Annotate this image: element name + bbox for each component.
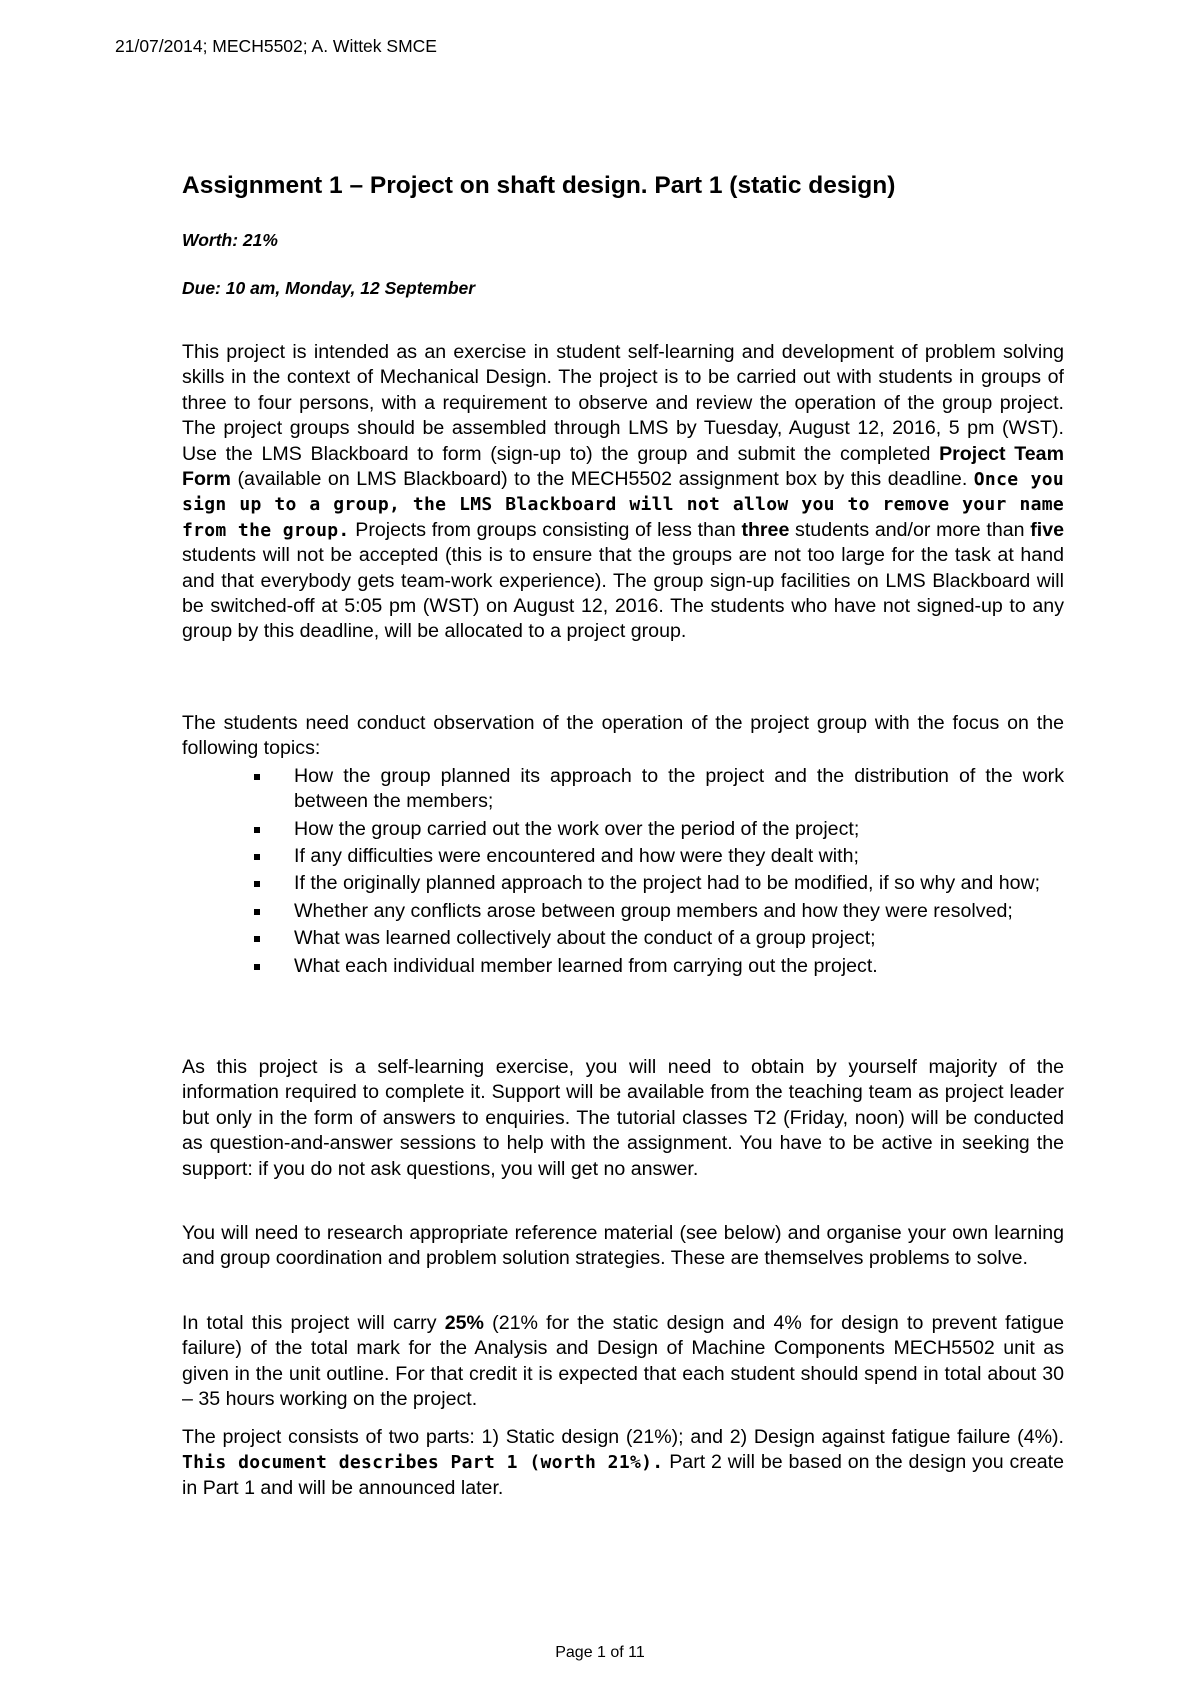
page-number: Page 1 of 11: [555, 1644, 645, 1661]
paragraph-research: [182, 1221, 1064, 1272]
sign-up-warning: Once you sign up to a group, the LMS Blackboard will not allow you to remove your name from the group.: [182, 469, 1064, 541]
worth-line: Worth: 21%: [182, 230, 278, 250]
list-item: [294, 954, 1064, 979]
list-item-text: How the group planned its approach to the project and the distribution of the work between the members;: [294, 764, 1064, 813]
list-item: [294, 871, 1064, 896]
list-item-text: If the originally planned approach to the project had to be modified, if so why and how;: [294, 872, 1041, 895]
five-bold: five: [1030, 518, 1064, 541]
para3-text: As this project is a self-learning exercise, you will need to obtain by yourself majority of the information required to complete it. Support will be available from the teaching team as project leader but only in the form of answers to enquiries. The tutorial classes T2 (Friday, noon) will be conducted as question-and-answer sessions to help with the assignment. You have to be active in seeking the support: if you do not ask questions, you will get no answer.: [182, 1056, 1064, 1180]
para6-text-c: Part 2 will be based on the design you create in Part 1 and will be announced later.: [182, 1451, 1064, 1499]
list-item-text: What was learned collectively about the conduct of a group project;: [294, 927, 876, 950]
paragraph-self-learning: [182, 1055, 1064, 1182]
para4-text: You will need to research appropriate reference material (see below) and organise your own learning and group coordination and problem solution strategies. These are themselves problems to solve.: [182, 1222, 1064, 1270]
bullet-icon: [254, 936, 260, 942]
bullet-icon: [254, 854, 260, 860]
list-item-text: Whether any conflicts arose between group members and how they were resolved;: [294, 899, 1013, 922]
list-item: [294, 817, 1064, 842]
three-bold: three: [741, 518, 790, 541]
list-item-text: What each individual member learned from carrying out the project.: [294, 954, 878, 977]
para1-text-i: students will not be accepted (this is to ensure that the groups are not too large for the task at hand and that everybody gets team-work experience). The group sign-up facilities on LMS Blackboard will be switched-off at 5:05 pm (WST) on August 12, 2016. The students who have not signed-up to any group by this deadline, will be allocated to a project group.: [182, 544, 1064, 643]
part1-description-bold: This document describes Part 1 (worth 21%).: [182, 1452, 664, 1474]
bullet-icon: [254, 827, 260, 833]
paragraph-parts: [182, 1425, 1064, 1501]
para5-text-c: (21% for the static design and 4% for design to prevent fatigue failure) of the total mark for the Analysis and Design of Machine Components MECH5502 unit as given in the unit outline. For that credit it is expected that each student should spend in total about 30 – 35 hours working on the project.: [182, 1312, 1065, 1411]
list-item-text: If any difficulties were encountered and how were they dealt with;: [294, 845, 859, 868]
para1-text-a: This project is intended as an exercise in student self-learning and development of problem solving skills in the context of Mechanical Design. The project is to be carried out with students in groups of three to four persons, with a requirement to observe and review the operation of the group project. The project groups should be assembled through LMS by Tuesday, August 12, 2016, 5 pm (WST). Use the LMS Blackboard to form (sign-up to) the group and submit the completed: [182, 341, 1064, 465]
bullet-icon: [254, 881, 260, 887]
para1-text-c: (available on LMS Blackboard) to the MECH5502 assignment box by this deadline.: [230, 468, 974, 491]
para1-text-g: students and/or more than: [789, 518, 1031, 541]
list-item-text: How the group carried out the work over the period of the project;: [294, 817, 860, 840]
total-percent-bold: 25%: [444, 1312, 484, 1334]
project-team-form-bold: Project Team Form: [182, 442, 1064, 491]
list-item: [294, 926, 1064, 951]
list-item: [294, 764, 1064, 815]
topics-list: [182, 764, 1064, 979]
paragraph-intro: [182, 340, 1064, 645]
paragraph-weighting: [182, 1311, 1064, 1413]
para6-text-a: The project consists of two parts: 1) Static design (21%); and 2) Design against fatigue failure (4%).: [182, 1426, 1064, 1448]
document-title: Assignment 1 – Project on shaft design. Part 1 (static design): [182, 172, 896, 199]
due-line: Due: 10 am, Monday, 12 September: [182, 278, 476, 298]
list-item: [294, 844, 1064, 869]
document-header: 21/07/2014; MECH5502; A. Wittek SMCE: [115, 36, 437, 56]
bullet-icon: [254, 964, 260, 970]
bullet-icon: [254, 774, 260, 780]
para1-text-e: Projects from groups consisting of less than: [349, 518, 742, 541]
observation-intro: The students need conduct observation of the operation of the project group with the focus on the following topics:: [182, 712, 1064, 760]
paragraph-observation: [182, 711, 1064, 979]
bullet-icon: [254, 909, 260, 915]
para5-text-a: In total this project will carry: [182, 1312, 445, 1334]
list-item: [294, 899, 1064, 924]
